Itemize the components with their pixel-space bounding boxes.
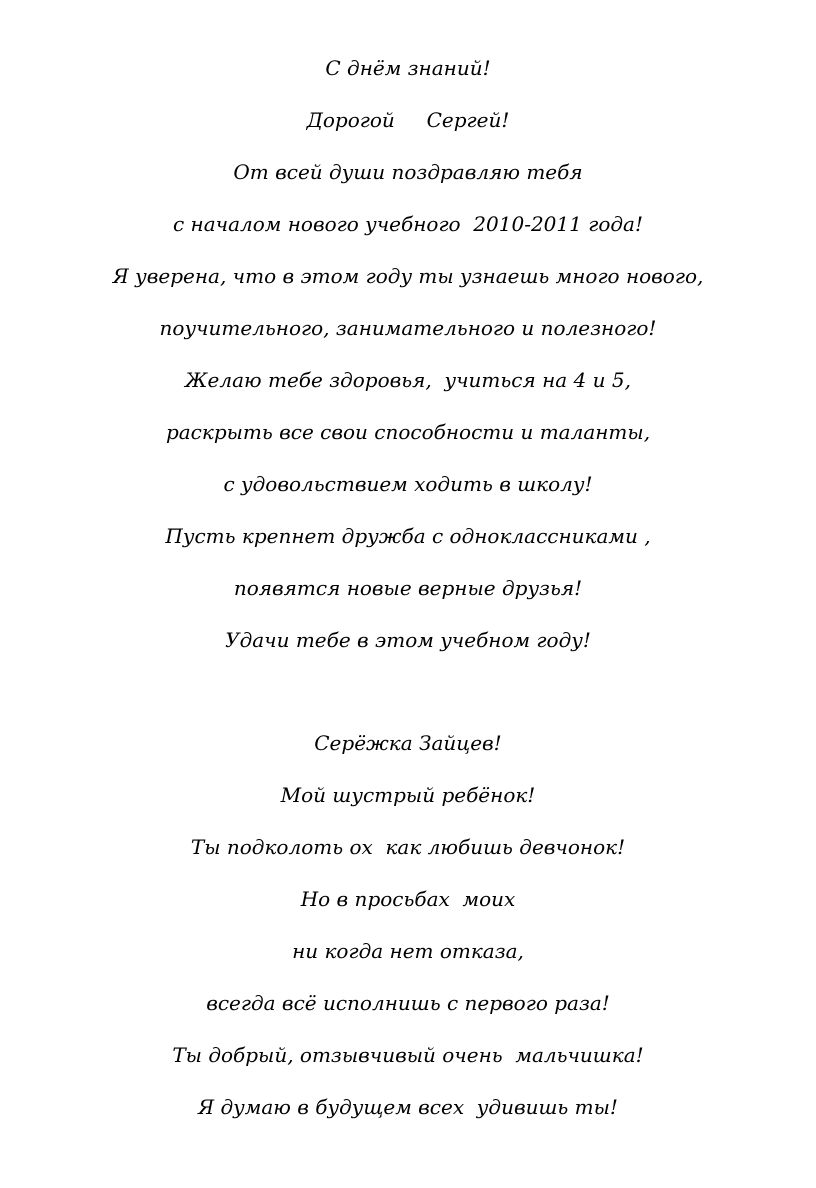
greeting-line-5: Я уверена, что в этом году ты узнаешь много нового, — [112, 264, 704, 288]
greeting-line-10: Пусть крепнет дружба с одноклассниками , — [165, 524, 651, 548]
poem-line-3: Ты подколоть ох как любишь девчонок! — [190, 835, 626, 859]
greeting-line-6: поучительного, занимательного и полезного! — [159, 316, 657, 340]
greeting-line-2: Дорогой Сергей! — [306, 108, 510, 132]
poem-line-1: Серёжка Зайцев! — [314, 731, 502, 755]
greeting-line-4: с началом нового учебного 2010-2011 года! — [173, 212, 643, 236]
greeting-line-7: Желаю тебе здоровья, учиться на 4 и 5, — [185, 368, 631, 392]
greeting-line-11: появятся новые верные друзья! — [233, 576, 583, 600]
poem-line-2: Мой шустрый ребёнок! — [280, 783, 536, 807]
greeting-line-9: с удовольствием ходить в школу! — [223, 472, 593, 496]
poem-line-8: Я думаю в будущем всех удивишь ты! — [198, 1095, 618, 1119]
poem-line-4: Но в просьбах моих — [300, 887, 516, 911]
poem-line-6: всегда всё исполнишь с первого раза! — [206, 991, 610, 1015]
greeting-line-1: С днём знаний! — [325, 56, 491, 80]
greeting-line-12: Удачи тебе в этом учебном году! — [225, 628, 591, 652]
poem-line-5: ни когда нет отказа, — [292, 939, 524, 963]
greeting-line-3: От всей души поздравляю тебя — [233, 160, 583, 184]
poem-line-7: Ты добрый, отзывчивый очень мальчишка! — [172, 1043, 644, 1067]
greeting-line-8: раскрыть все свои способности и таланты, — [165, 420, 651, 444]
